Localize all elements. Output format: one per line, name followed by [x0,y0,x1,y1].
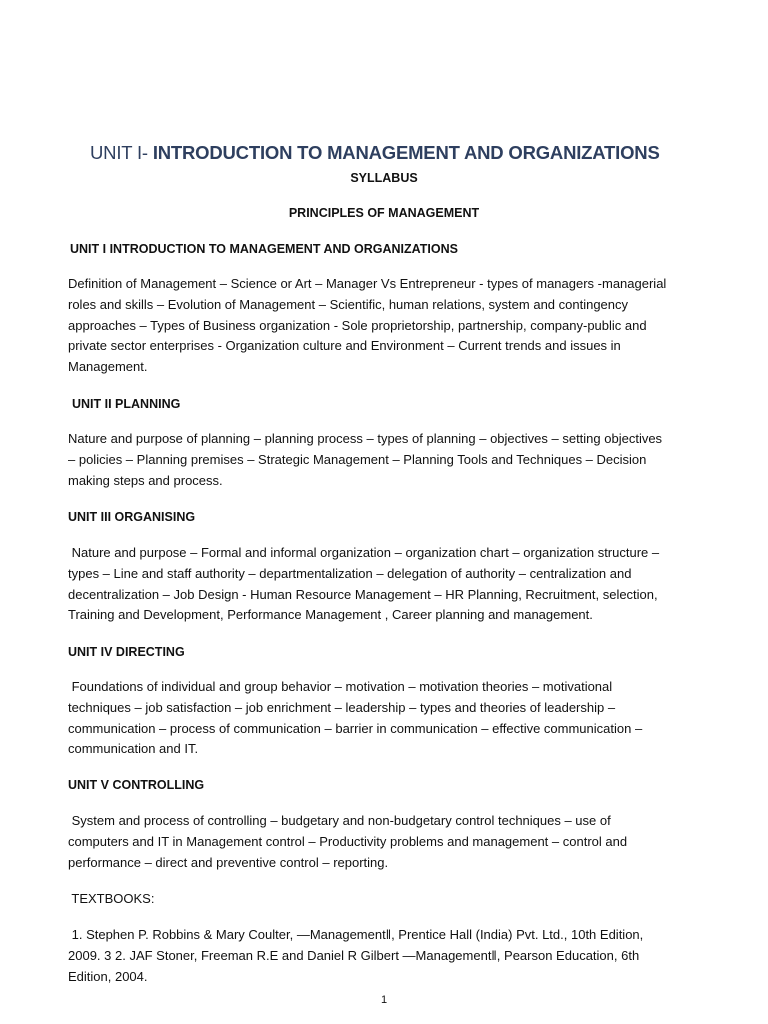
unit-2-line: Nature and purpose of planning – planning process – types of planning – objectives – setting objectives [68,431,663,446]
course-heading: PRINCIPLES OF MANAGEMENT [288,206,480,220]
unit-5-heading: UNIT V CONTROLLING [68,778,205,792]
unit-1-line: private sector enterprises - Organization culture and Environment – Current trends and issues in [68,338,621,354]
unit-4-description [68,677,708,760]
unit-1-line: Definition of Management – Science or Art – Manager Vs Entrepreneur - types of managers -managerial [68,276,667,291]
unit-1-line: Management. [68,359,148,375]
unit-2-heading: UNIT II PLANNING [72,397,181,411]
textbooks-heading: TEXTBOOKS: [68,891,155,906]
unit-2-description [68,429,708,491]
unit-4-line: communication – process of communication – barrier in communication – effective communication – [68,720,643,736]
unit-2-line: – policies – Planning premises – Strategic Management – Planning Tools and Techniques – Decision [68,451,647,467]
document-title [90,142,660,164]
unit-3-heading: UNIT III ORGANISING [68,510,196,524]
unit-3-line: decentralization – Job Design - Human Resource Management – HR Planning, Recruitment, selection, [68,586,658,602]
document-title-main: INTRODUCTION TO MANAGEMENT AND ORGANIZATIONS [152,142,660,163]
page-number: 1 [380,994,388,1006]
unit-4-line: techniques – job satisfaction – job enrichment – leadership – types and theories of leadership – [68,699,616,715]
unit-3-line: types – Line and staff authority – departmentalization – delegation of authority – centralization and [68,565,632,581]
unit-2-line: making steps and process. [68,472,223,488]
textbook-line: 2009. 3 2. JAF Stoner, Freeman R.E and Daniel R Gilbert ―Management‖, Pearson Education, 6th [68,947,640,963]
unit-3-line: Nature and purpose – Formal and informal organization – organization chart – organization structure – [68,545,660,560]
unit-5-line: computers and IT in Management control – Productivity problems and management – control and [68,833,628,849]
unit-4-heading: UNIT IV DIRECTING [68,645,185,659]
unit-3-description [68,543,708,626]
unit-1-line: approaches – Types of Business organization - Sole proprietorship, partnership, company-public and [68,317,647,333]
syllabus-heading: SYLLABUS [350,171,418,185]
unit-4-line: communication and IT. [68,741,199,757]
unit-5-description [68,811,708,873]
unit-1-description [68,274,708,378]
unit-4-line: Foundations of individual and group behavior – motivation – motivation theories – motivational [68,679,613,694]
textbook-line: 1. Stephen P. Robbins & Mary Coulter, ―Management‖, Prentice Hall (India) Pvt. Ltd., 10th Edition, [68,927,644,942]
document-title-prefix: UNIT I- [90,142,153,163]
unit-1-heading: UNIT I INTRODUCTION TO MANAGEMENT AND ORGANIZATIONS [70,242,458,256]
unit-5-line: performance – direct and preventive control – reporting. [68,854,389,870]
unit-3-line: Training and Development, Performance Management , Career planning and management. [68,607,593,623]
unit-1-line: roles and skills – Evolution of Management – Scientific, human relations, system and contingency [68,296,629,312]
textbook-line: Edition, 2004. [68,968,148,984]
unit-5-line: System and process of controlling – budgetary and non-budgetary control techniques – use of [68,813,611,828]
textbooks-list [68,925,708,987]
